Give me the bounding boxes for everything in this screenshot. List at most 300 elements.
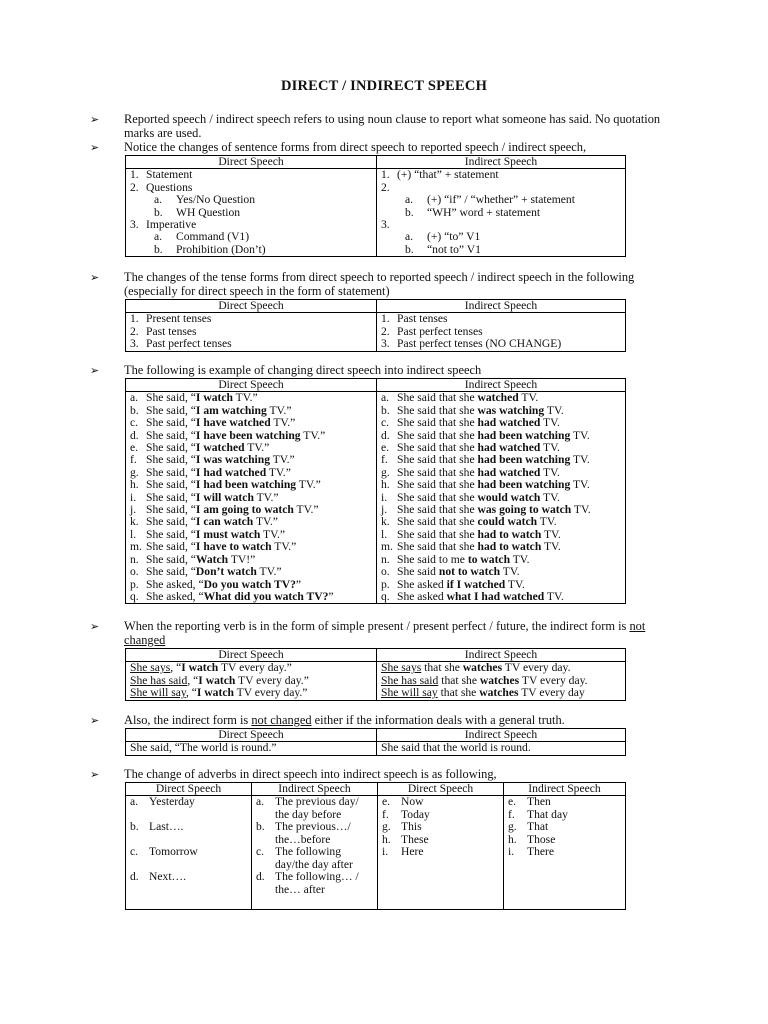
list-item <box>381 231 621 243</box>
underlined-text: not changed <box>124 619 646 647</box>
column-direct <box>126 169 377 257</box>
item-marker: d. <box>381 428 390 442</box>
item-marker: b. <box>381 403 390 417</box>
example-text: TV. <box>500 565 520 579</box>
paragraph-tense-changes <box>90 271 680 299</box>
header-direct: Direct Speech <box>126 300 377 313</box>
item-marker: j. <box>130 503 137 517</box>
example-text: She said, “ <box>146 453 196 467</box>
item-marker: a. <box>130 795 139 809</box>
item-marker: 2. <box>130 180 139 194</box>
list-item <box>130 194 372 206</box>
example-text: TV.” <box>293 503 319 517</box>
adverb-item <box>508 834 621 846</box>
header-direct: Direct Speech <box>126 783 252 796</box>
arrow-bullet-icon: ➢ <box>90 141 100 154</box>
example-row <box>130 687 372 699</box>
example-text: She said that she <box>397 540 478 554</box>
example-verb: not to watch <box>438 565 501 579</box>
example-text: TV every day.” <box>218 661 292 675</box>
paragraph-text-part: Also, the indirect form is <box>124 713 252 727</box>
adverb-item <box>256 846 373 871</box>
adverb-item <box>130 846 247 871</box>
example-text: TV. <box>537 515 557 529</box>
example-verb: I have been watching <box>195 428 301 442</box>
arrow-bullet-icon: ➢ <box>90 113 100 126</box>
reporting-verb: She will say <box>130 686 186 700</box>
example-verb: I can watch <box>195 515 254 529</box>
header-direct: Direct Speech <box>126 156 377 169</box>
list-item <box>381 338 621 350</box>
adverb-item <box>382 834 499 846</box>
example-verb: watches <box>462 661 503 675</box>
item-text: Yes/No Question <box>176 193 256 207</box>
example-verb: had watched <box>477 465 541 479</box>
example-verb: I was watching <box>195 453 271 467</box>
item-text: Questions <box>146 180 193 194</box>
adverb-item <box>382 846 499 858</box>
adverb-text: The previous…/ the…before <box>275 820 351 846</box>
adverb-text: Here <box>401 845 424 859</box>
example-verb: What did you watch TV? <box>203 589 329 603</box>
adverb-text: Last…. <box>149 820 184 834</box>
item-marker: 2. <box>130 324 139 338</box>
example-verb: I had been watching <box>195 478 297 492</box>
example-text: She said that she <box>397 465 478 479</box>
adverb-text: The previous day/ the day before <box>275 795 359 821</box>
example-verb: I had watched <box>195 465 267 479</box>
example-text: She said, “ <box>146 465 196 479</box>
example-text: She asked, “ <box>146 577 204 591</box>
item-marker: l. <box>381 527 388 541</box>
adverb-item <box>508 846 621 858</box>
item-marker: p. <box>130 577 139 591</box>
reporting-verb: She will say <box>381 686 438 700</box>
list-item <box>381 207 621 219</box>
adverb-item <box>508 809 621 821</box>
example-verb: had been watching <box>477 478 571 492</box>
item-marker: d. <box>130 428 139 442</box>
item-marker: o. <box>130 565 139 579</box>
example-text: She asked, “ <box>146 589 204 603</box>
item-marker: c. <box>130 416 139 430</box>
adverb-text: The following day/the day after <box>275 845 353 871</box>
example-text: , “ <box>170 661 182 675</box>
header-direct: Direct Speech <box>126 649 377 662</box>
example-text: ” <box>328 589 334 603</box>
example-text: She said that she <box>397 478 478 492</box>
example-text: TV.” <box>296 478 321 492</box>
item-marker: h. <box>382 832 391 846</box>
example-text: She said that she <box>397 391 478 405</box>
item-marker: l. <box>130 527 137 541</box>
item-marker: g. <box>508 820 517 834</box>
example-text: TV.” <box>232 391 258 405</box>
example-text: TV. <box>570 453 590 467</box>
example-text: She said that she <box>397 515 478 529</box>
arrow-bullet-icon: ➢ <box>90 620 100 633</box>
item-marker: e. <box>381 441 390 455</box>
column-indirect <box>377 392 626 604</box>
reporting-verb: She has said <box>381 673 439 687</box>
header-direct: Direct Speech <box>126 729 377 742</box>
column-direct-2 <box>378 796 504 910</box>
item-text: Past perfect tenses <box>146 337 232 351</box>
item-marker: i. <box>508 845 515 859</box>
header-indirect: Indirect Speech <box>252 783 378 796</box>
example-text: She said to me <box>397 552 468 566</box>
page-title: DIRECT / INDIRECT SPEECH <box>280 78 488 94</box>
header-indirect: Indirect Speech <box>377 300 626 313</box>
item-marker: c. <box>381 416 390 430</box>
column-indirect-2 <box>504 796 626 910</box>
item-marker: g. <box>382 820 391 834</box>
example-text: TV. <box>540 465 560 479</box>
adverb-item <box>256 796 373 821</box>
example-verb: had watched <box>477 441 541 455</box>
item-marker: g. <box>130 465 139 479</box>
example-row <box>130 591 372 603</box>
arrow-bullet-icon: ➢ <box>90 271 100 284</box>
example-text: TV.” <box>270 416 296 430</box>
example-verb: to watch <box>467 552 511 566</box>
header-indirect: Indirect Speech <box>377 649 626 662</box>
item-marker: d. <box>130 870 139 884</box>
item-marker: 1. <box>381 168 390 182</box>
example-text: She said, “ <box>146 416 196 430</box>
column-indirect <box>377 313 626 351</box>
example-text: She said, “ <box>146 478 196 492</box>
item-text: WH Question <box>176 205 241 219</box>
adverb-item <box>382 796 499 808</box>
item-marker: a. <box>256 795 265 809</box>
example-text: TV. <box>570 428 590 442</box>
paragraph-adverbs <box>90 768 680 782</box>
paragraph-text: Notice the changes of sentence forms from direct speech to reported speech / indirect speech, <box>124 140 587 154</box>
example-text: TV. <box>541 540 561 554</box>
example-verb: watches <box>479 686 519 700</box>
list-item <box>130 219 372 231</box>
example-verb: could watch <box>477 515 538 529</box>
item-marker: i. <box>130 490 137 504</box>
item-marker: c. <box>256 845 265 859</box>
paragraph-general-truth <box>90 714 680 728</box>
example-text: TV.” <box>266 403 292 417</box>
paragraph-examples <box>90 364 680 378</box>
column-direct <box>126 313 377 351</box>
list-item <box>130 244 372 256</box>
example-verb: I must watch <box>195 527 261 541</box>
header-indirect: Indirect Speech <box>377 379 626 392</box>
example-text: TV every day. <box>502 661 571 675</box>
reporting-verb: She says <box>130 661 171 675</box>
adverb-text: Next…. <box>149 870 187 884</box>
item-marker: b. <box>405 242 414 256</box>
item-text: (+) “if” / “whether” + statement <box>427 193 575 207</box>
item-marker: h. <box>508 832 517 846</box>
example-text: She said that she <box>397 527 478 541</box>
example-verb: I will watch <box>195 490 254 504</box>
example-text: TV.” <box>253 490 279 504</box>
column-indirect <box>377 169 626 257</box>
item-marker: b. <box>130 820 139 834</box>
column-direct <box>126 392 377 604</box>
example-verb: Do you watch TV? <box>203 577 296 591</box>
item-marker: j. <box>381 503 388 517</box>
example-text: She said, “ <box>146 403 196 417</box>
adverb-text: Tomorrow <box>149 845 198 859</box>
example-text: TV.” <box>244 441 270 455</box>
example-verb: I watch <box>198 673 236 687</box>
example-text: TV. <box>544 403 564 417</box>
example-text: TV.” <box>271 540 297 554</box>
adverb-text: There <box>527 845 555 859</box>
list-item <box>381 169 621 181</box>
item-marker: 1. <box>130 168 139 182</box>
example-text: TV. <box>540 441 560 455</box>
item-marker: k. <box>130 515 139 529</box>
example-text: She said that she <box>397 428 478 442</box>
example-text: TV.” <box>300 428 326 442</box>
table-general-truth <box>125 728 626 756</box>
example-text: TV every day.” <box>235 673 309 687</box>
example-text: TV. <box>541 527 561 541</box>
item-marker: o. <box>381 565 390 579</box>
example-verb: watched <box>477 391 519 405</box>
adverb-item <box>130 796 247 821</box>
adverb-text: These <box>401 832 429 846</box>
example-text: She said that she <box>397 453 478 467</box>
item-marker: a. <box>154 193 163 207</box>
example-text: TV. <box>544 589 564 603</box>
item-marker: 2. <box>381 324 390 338</box>
item-text: (+) “to” V1 <box>427 230 481 244</box>
example-text: She said, “ <box>146 490 196 504</box>
item-text: Past tenses <box>146 324 197 338</box>
example-verb: I watch <box>195 391 233 405</box>
example-text: She said, “ <box>146 515 196 529</box>
item-marker: f. <box>382 807 389 821</box>
item-marker: i. <box>381 490 388 504</box>
table-adverbs <box>125 782 626 910</box>
item-marker: e. <box>508 795 517 809</box>
example-text: that she <box>421 661 463 675</box>
paragraph-text <box>124 620 674 647</box>
example-text: TV. <box>570 478 590 492</box>
table-tense-forms <box>125 299 626 352</box>
item-marker: p. <box>381 577 390 591</box>
example-text: She said, “ <box>146 441 196 455</box>
example-text: She said <box>397 565 439 579</box>
example-verb: I watch <box>196 686 234 700</box>
column-direct-1 <box>126 796 252 910</box>
table-reporting-verb <box>125 648 626 701</box>
adverb-item <box>130 821 247 846</box>
example-verb: Watch <box>195 552 229 566</box>
item-marker: n. <box>381 552 390 566</box>
adverb-item <box>508 821 621 833</box>
item-text: Prohibition (Don’t) <box>176 242 266 256</box>
adverb-item <box>256 821 373 846</box>
item-marker: a. <box>381 391 390 405</box>
header-direct: Direct Speech <box>126 379 377 392</box>
item-marker: n. <box>130 552 139 566</box>
item-marker: f. <box>381 453 388 467</box>
cell-direct: She said, “The world is round.” <box>126 742 377 755</box>
paragraph-sentence-forms <box>90 141 680 155</box>
item-marker: q. <box>381 589 390 603</box>
example-text: that she <box>437 686 480 700</box>
column-direct <box>126 662 377 700</box>
example-row <box>381 687 621 699</box>
example-verb: had watched <box>477 416 541 430</box>
item-marker: 1. <box>381 312 390 326</box>
example-verb: had to watch <box>477 527 542 541</box>
item-marker: c. <box>130 845 139 859</box>
header-indirect: Indirect Speech <box>504 783 626 796</box>
adverb-item <box>256 871 373 896</box>
adverb-item <box>508 796 621 808</box>
item-marker: 3. <box>381 337 390 351</box>
example-verb: I have watched <box>195 416 271 430</box>
item-marker: b. <box>130 403 139 417</box>
reporting-verb: She says <box>381 661 422 675</box>
item-marker: 1. <box>130 312 139 326</box>
example-text: TV. <box>518 391 539 405</box>
cell-indirect: She said that the world is round. <box>377 742 626 755</box>
adverb-item <box>382 809 499 821</box>
list-item <box>381 219 621 231</box>
arrow-bullet-icon: ➢ <box>90 714 100 727</box>
paragraph-text-part: either if the information deals with a general truth. <box>311 713 565 727</box>
paragraph-reporting-verb <box>90 620 680 648</box>
example-text: She said that she <box>397 441 478 455</box>
item-marker: a. <box>130 391 139 405</box>
example-text: She said, “ <box>146 391 196 405</box>
example-text: She said, “ <box>146 503 196 517</box>
paragraph-text: The following is example of changing direct speech into indirect speech <box>124 363 482 377</box>
item-marker: h. <box>381 478 390 492</box>
paragraph-text <box>124 714 674 728</box>
adverb-text: Yesterday <box>149 795 195 809</box>
item-marker: g. <box>381 465 390 479</box>
item-text: Past tenses <box>397 312 448 326</box>
reporting-verb: She has said <box>130 673 188 687</box>
example-verb: I am watching <box>195 403 267 417</box>
example-text: ” <box>295 577 302 591</box>
item-marker: m. <box>130 540 142 554</box>
example-text: She said that she <box>397 503 478 517</box>
adverb-text: Today <box>401 807 430 821</box>
item-marker: e. <box>382 795 391 809</box>
item-marker: b. <box>256 820 265 834</box>
header-indirect: Indirect Speech <box>377 156 626 169</box>
item-marker: i. <box>382 845 389 859</box>
underlined-text: not changed <box>251 713 312 727</box>
example-text: She said, “ <box>146 552 196 566</box>
example-verb: had been watching <box>477 453 571 467</box>
example-verb: had been watching <box>477 428 571 442</box>
example-verb: what I had watched <box>446 589 545 603</box>
example-text: TV.” <box>270 453 295 467</box>
example-text: TV. <box>505 577 525 591</box>
item-text: Past perfect tenses <box>397 324 483 338</box>
example-text: TV.” <box>256 565 282 579</box>
example-text: , “ <box>185 686 197 700</box>
item-marker: 3. <box>130 218 139 232</box>
example-verb: Don’t watch <box>195 565 257 579</box>
example-text: TV.” <box>266 465 291 479</box>
example-text: TV.” <box>260 527 286 541</box>
example-verb: I am going to watch <box>195 503 294 517</box>
arrow-bullet-icon: ➢ <box>90 364 100 377</box>
example-verb: was watching <box>477 403 545 417</box>
example-verb: I watched <box>195 441 245 455</box>
item-marker: k. <box>381 515 390 529</box>
paragraph-text: Reported speech / indirect speech refers to using noun clause to report what someone has said. No quotation marks are used. <box>124 112 661 140</box>
item-marker: b. <box>154 205 163 219</box>
example-text: She said that she <box>397 403 478 417</box>
item-marker: 2. <box>381 180 390 194</box>
example-text: She said that she <box>397 416 478 430</box>
item-text: “WH” word + statement <box>427 205 541 219</box>
item-marker: q. <box>130 589 139 603</box>
adverb-text: That day <box>527 807 568 821</box>
header-direct: Direct Speech <box>378 783 504 796</box>
example-text: that she <box>438 673 480 687</box>
example-verb: had to watch <box>477 540 542 554</box>
paragraph-reported-speech <box>90 113 680 141</box>
example-text: She asked <box>397 577 447 591</box>
adverb-text: Those <box>527 832 556 846</box>
adverb-text: Now <box>401 795 424 809</box>
column-indirect <box>377 662 626 700</box>
table-sentence-forms <box>125 155 626 257</box>
item-marker: 3. <box>130 337 139 351</box>
item-text: Command (V1) <box>176 230 250 244</box>
item-text: “not to” V1 <box>427 242 481 256</box>
item-text: Past perfect tenses (NO CHANGE) <box>397 337 562 351</box>
item-text: Statement <box>146 168 193 182</box>
example-verb: watches <box>479 673 520 687</box>
adverb-text: The following… / the… after <box>275 870 359 896</box>
table-examples <box>125 378 626 604</box>
example-text: She said, “ <box>146 565 196 579</box>
paragraph-text: The change of adverbs in direct speech into indirect speech is as following, <box>124 767 497 781</box>
example-text: TV every day <box>518 686 585 700</box>
item-marker: 3. <box>381 218 390 232</box>
example-verb: I have to watch <box>195 540 272 554</box>
example-verb: would watch <box>477 490 541 504</box>
item-marker: f. <box>508 807 515 821</box>
adverb-item <box>130 871 247 896</box>
example-text: She said, “ <box>146 428 196 442</box>
example-verb: was going to watch <box>477 503 572 517</box>
item-marker: b. <box>154 242 163 256</box>
example-text: She said that she <box>397 490 478 504</box>
item-text: (+) “that” + statement <box>397 168 499 182</box>
example-text: , “ <box>187 673 199 687</box>
example-verb: if I watched <box>446 577 506 591</box>
example-text: TV. <box>510 552 530 566</box>
example-text: She asked <box>397 589 447 603</box>
adverb-item <box>382 821 499 833</box>
example-text: TV.” <box>253 515 278 529</box>
example-text: TV!” <box>228 552 256 566</box>
example-row <box>381 591 621 603</box>
header-indirect: Indirect Speech <box>377 729 626 742</box>
list-item <box>130 338 372 350</box>
